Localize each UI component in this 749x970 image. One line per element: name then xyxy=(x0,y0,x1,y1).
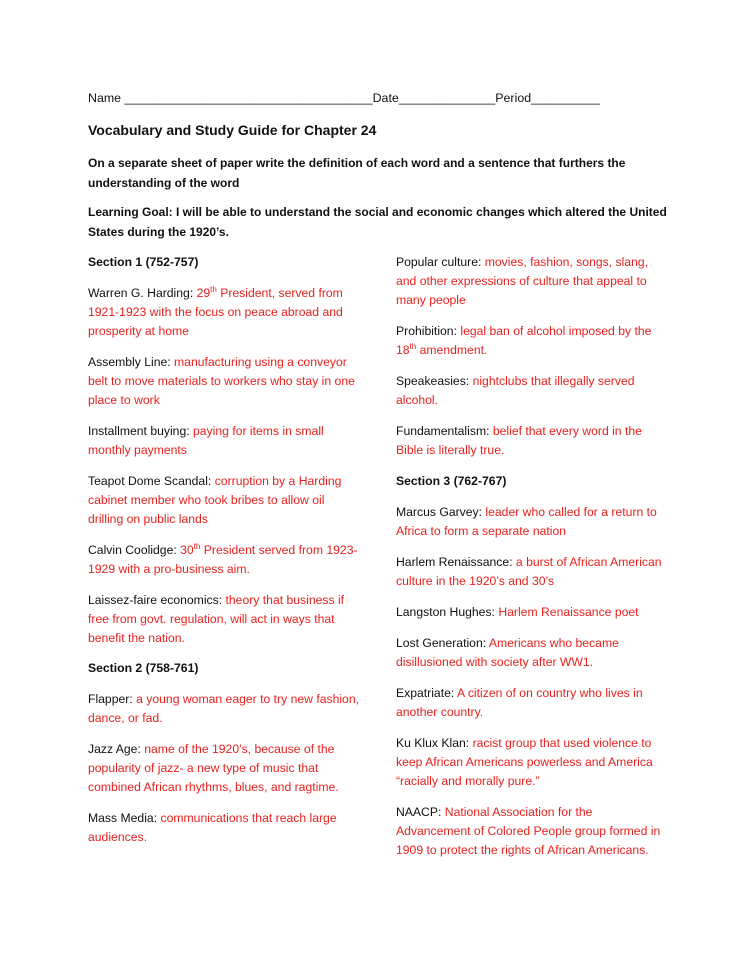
term: Lost Generation: xyxy=(396,636,489,650)
section-2-heading: Section 2 (758-761) xyxy=(88,661,199,675)
vocab-entry-flapper xyxy=(88,690,360,728)
page-title: Vocabulary and Study Guide for Chapter 24 xyxy=(88,122,377,138)
vocab-entry-harding xyxy=(88,284,360,341)
section-1-heading: Section 1 (752-757) xyxy=(88,255,199,269)
definition: manufacturing using a conveyor belt to move materials to workers who stay in one place to work xyxy=(88,355,355,407)
vocab-entry-installment-buying xyxy=(88,422,360,460)
term: Assembly Line: xyxy=(88,355,175,369)
term: Jazz Age: xyxy=(88,742,145,756)
definition: nightclubs that illegally served alcohol. xyxy=(396,374,635,407)
period-blank[interactable]: __________ xyxy=(531,91,601,105)
term: Teapot Dome Scandal: xyxy=(88,474,215,488)
vocab-entry-assembly-line xyxy=(88,353,360,410)
name-label: Name xyxy=(88,91,122,105)
term: NAACP: xyxy=(396,805,445,819)
term: Ku Klux Klan: xyxy=(396,736,473,750)
term: Harlem Renaissance: xyxy=(396,555,516,569)
term: Calvin Coolidge: xyxy=(88,543,181,557)
term: Speakeasies: xyxy=(396,374,473,388)
name-blank[interactable]: ____________________________________ xyxy=(124,91,373,105)
vocab-entry-jazz-age xyxy=(88,740,360,797)
definition: belief that every word in the Bible is literally true. xyxy=(396,424,642,457)
term: Marcus Garvey: xyxy=(396,505,486,519)
definition: leader who called for a return to Africa to form a separate nation xyxy=(396,505,657,538)
vocab-entry-naacp xyxy=(396,803,668,860)
definition: corruption by a Harding cabinet member who took bribes to allow oil drilling on public lands xyxy=(88,474,342,526)
definition: Americans who became disillusioned with society after WW1. xyxy=(396,636,619,669)
vocab-entry-coolidge xyxy=(88,541,360,579)
term: Laissez-faire economics: xyxy=(88,593,226,607)
definition: A citizen of on country who lives in another country. xyxy=(396,686,643,719)
definition: communications that reach large audiences. xyxy=(88,811,337,844)
instructions: On a separate sheet of paper write the definition of each word and a sentence that furthers the understanding of the word xyxy=(88,156,626,190)
term: Popular culture: xyxy=(396,255,485,269)
term: Fundamentalism: xyxy=(396,424,493,438)
vocab-entry-speakeasies xyxy=(396,372,668,410)
vocab-entry-popular-culture xyxy=(396,253,668,310)
definition: 29th President, served from 1921-1923 with the focus on peace abroad and prosperity at home xyxy=(88,284,343,338)
term: Installment buying: xyxy=(88,424,194,438)
vocab-entry-harlem-renaissance xyxy=(396,553,668,591)
date-label: Date xyxy=(372,91,399,105)
term: Mass Media: xyxy=(88,811,161,825)
definition: movies, fashion, songs, slang, and other expressions of culture that appeal to many people xyxy=(396,255,649,307)
definition: theory that business if free from govt. regulation, will act in ways that benefit the nation. xyxy=(88,593,345,645)
definition: 30th President served from 1923-1929 with a pro-business aim. xyxy=(88,541,358,576)
definition: Harlem Renaissance poet xyxy=(498,605,639,619)
date-blank[interactable]: ______________ xyxy=(398,91,496,105)
vocab-entry-expatriate xyxy=(396,684,668,722)
definition: name of the 1920’s, because of the popularity of jazz- a new type of music that combined African rhythms, blues, and ragtime. xyxy=(88,742,339,794)
period-label: Period xyxy=(495,91,532,105)
vocab-entry-teapot-dome xyxy=(88,472,360,529)
definition: paying for items in small monthly payments xyxy=(88,424,324,457)
definition: a burst of African American culture in the 1920’s and 30’s xyxy=(396,555,662,588)
definition: legal ban of alcohol imposed by the 18th amendment. xyxy=(396,324,652,357)
term: Warren G. Harding: xyxy=(88,286,197,300)
term: Flapper: xyxy=(88,692,137,706)
section-3-heading: Section 3 (762-767) xyxy=(396,474,507,488)
vocab-entry-laissez-faire xyxy=(88,591,360,648)
vocab-entry-fundamentalism xyxy=(396,422,668,460)
definition: National Association for the Advancement of Colored People group formed in 1909 to protect the rights of African Americans. xyxy=(396,805,661,857)
term: Langston Hughes: xyxy=(396,605,499,619)
vocab-entry-langston-hughes xyxy=(396,603,668,622)
vocab-entry-mass-media xyxy=(88,809,360,847)
vocab-entry-lost-generation xyxy=(396,634,668,672)
header-line xyxy=(88,89,688,108)
term: Prohibition: xyxy=(396,324,461,338)
term: Expatriate: xyxy=(396,686,457,700)
vocab-entry-marcus-garvey xyxy=(396,503,668,541)
learning-goal: Learning Goal: I will be able to understand the social and economic changes which altered the United States during the 1920’s. xyxy=(88,205,667,239)
vocab-entry-ku-klux-klan xyxy=(396,734,668,791)
definition: racist group that used violence to keep African Americans powerless and America “racially and morally pure.” xyxy=(396,736,653,788)
definition: a young woman eager to try new fashion, dance, or fad. xyxy=(88,692,360,725)
vocab-entry-prohibition xyxy=(396,322,668,360)
